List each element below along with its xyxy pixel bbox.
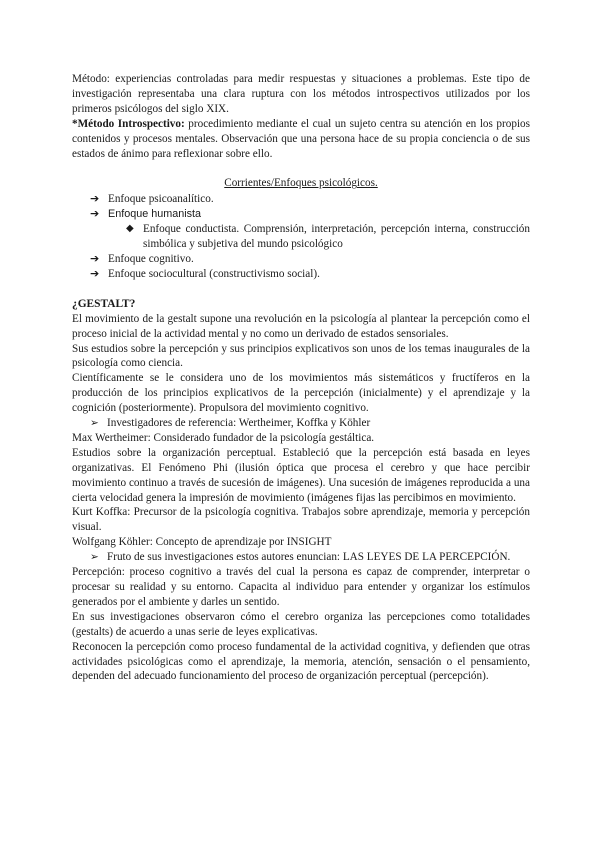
leyes-list: [72, 550, 530, 565]
kohler-paragraph: Wolfgang Köhler: Concepto de aprendizaje por INSIGHT: [72, 536, 332, 549]
metodo-introspectivo-paragraph: [72, 117, 530, 162]
arrow-icon: ➔: [90, 251, 100, 265]
arrow-icon: ➔: [90, 266, 100, 280]
corrientes-sublist: [72, 222, 530, 252]
corrientes-list: [72, 192, 530, 222]
gestalt-heading: ¿GESTALT?: [72, 297, 136, 310]
reconocen-paragraph: Reconocen la percepción como proceso fundamental de la actividad cognitiva, y defienden que otras actividades psicológicas como el aprendizaje, la memoria, atención, sensación o el pensamiento, dependen del adecuado funcionamiento del proceso de organización perceptual (percepción).: [72, 640, 530, 683]
chevron-arrow-icon: ➢: [90, 417, 99, 430]
list-item: ➔ Enfoque sociocultural (constructivismo social).: [90, 266, 320, 280]
arrow-icon: ➔: [90, 192, 100, 206]
list-item: ➔ Enfoque psicoanalítico.: [90, 192, 214, 206]
list-item: ➔ Enfoque cognitivo.: [90, 251, 194, 265]
introspectivo-label: *Método Introspectivo:: [72, 117, 185, 130]
list-item: ➔ Enfoque humanista: [90, 207, 202, 221]
document-page: [72, 72, 530, 684]
corrientes-title: Corrientes/Enfoques psicológicos.: [224, 177, 378, 190]
list-item: ➢ Investigadores de referencia: Wertheimer, Koffka y Köhler: [90, 417, 371, 430]
arrow-icon: ➔: [90, 207, 100, 221]
diamond-bullet-icon: ◆: [126, 223, 134, 235]
investigadores-list: [72, 416, 530, 431]
metodo-paragraph: Método: experiencias controladas para medir respuestas y situaciones a problemas. Este tipo de investigación representaba una clara ruptura con los métodos introspectivos utilizados por los primeros psicólogos del siglo XIX.: [72, 73, 530, 115]
koffka-paragraph: Kurt Koffka: Precursor de la psicología cognitiva. Trabajos sobre aprendizaje, memoria y percepción visual.: [72, 506, 530, 534]
corrientes-list-continued: [72, 252, 530, 282]
observaron-paragraph: En sus investigaciones observaron cómo el cerebro organiza las percepciones como totalidades (gestalts) de acuerdo a unas serie de leyes explicativas.: [72, 610, 530, 638]
gestalt-paragraph-1: El movimiento de la gestalt supone una revolución en la psicología al plantear la percepción como el proceso inicial de la actividad mental y no como un derivado de estados sensoriales.: [72, 312, 530, 340]
wertheimer-paragraph: Max Wertheimer: Considerado fundador de la psicología gestáltica.: [72, 431, 375, 444]
percepcion-paragraph: Percepción: proceso cognitivo a través del cual la persona es capaz de comprender, interpretar o procesar su realidad y su entorno. Capacita al individuo para entender y organizar los estímulos generados por el ambiente y darles un sentido.: [72, 566, 530, 608]
organizacion-paragraph: Estudios sobre la organización perceptual. Estableció que la percepción está basada en leyes organizativas. El Fenómeno Phi (ilusión óptica que procesa el cerebro y que hace percibir movimiento continuo a través de sucesión de imágenes). Una sucesión de imágenes reproducida a una cierta velocidad genera la impresión de movimiento (imágenes fijas las percibimos en movimiento.: [72, 446, 530, 504]
introspectivo-text: procedimiento mediante el cual un sujeto centra su atención en los propios contenidos y procesos mentales. Observación que una persona hace de su propia conciencia o de sus estados de ánimo para reflexionar sobre ello.: [72, 117, 530, 160]
chevron-arrow-icon: ➢: [90, 551, 99, 564]
gestalt-paragraph-2: Sus estudios sobre la percepción y sus principios explicativos son unos de los temas inaugurales de la psicología como ciencia.: [72, 342, 530, 370]
gestalt-paragraph-3: Científicamente se le considera uno de los movimientos más sistemáticos y fructíferos en la producción de los principios explicativos de la percepción (inicialmente) y el aprendizaje y la cognición (posteriormente). Propulsora del movimiento cognitivo.: [72, 372, 530, 415]
list-item: ◆ Enfoque conductista. Comprensión, interpretación, percepción interna, construcción simbólica y subjetiva del mundo psicológico: [126, 223, 530, 251]
list-item: ➢ Fruto de sus investigaciones estos autores enuncian: LAS LEYES DE LA PERCEPCIÓN.: [90, 551, 511, 564]
